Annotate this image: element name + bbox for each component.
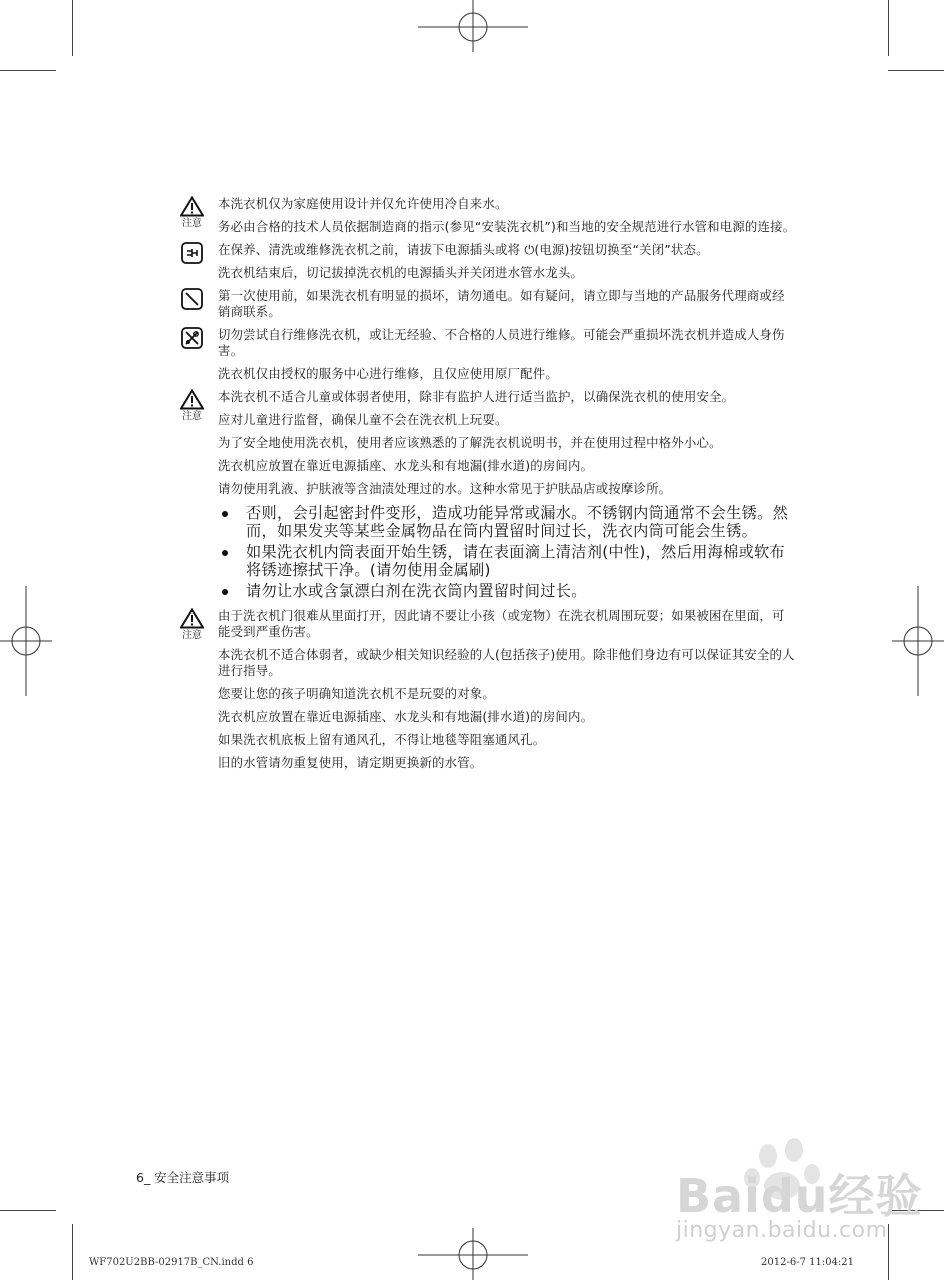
bullet-list [218,504,796,600]
registration-mark-bottom [418,1228,528,1280]
list-item-text: 请勿让水或含氯漂白剂在洗衣筒内置留时间过长。 [246,582,587,600]
list-item-text: 如果洗衣机内筒表面开始生锈，请在表面滴上清洁剂(中性)，然后用海棉或软布将锈迹擦拭干净。(请勿使用金属刷) [246,543,786,579]
caution-icon-wrapper [178,389,206,422]
paragraph: 本洗衣机不适合体弱者，或缺少相关知识经验的人(包括孩子)使用。除非他们身边有可以保证其安全的人进行指导。 [218,647,795,678]
unplug-section [176,242,796,281]
caution-section-children [176,389,796,600]
unplug-icon-wrapper [178,242,206,264]
caution-section-door [176,608,796,771]
no-disassembly-icon [181,327,203,349]
unplug-icon [181,242,203,264]
paragraph: 洗衣机仅由授权的服务中心进行维修，且仅应使用原厂配件。 [218,366,558,381]
paragraph: 您要让您的孩子明确知道洗衣机不是玩耍的对象。 [218,686,495,701]
paragraph: 洗衣机应放置在靠近电源插座、水龙头和有地漏(排水道)的房间内。 [218,709,594,724]
crop-mark [888,0,889,56]
paragraph: 请勿使用乳液、护肤液等含油渍处理过的水。这种水常见于护肤品店或按摩诊所。 [218,481,672,496]
paragraph: 第一次使用前，如果洗衣机有明显的损坏，请勿通电。如有疑问，请立即与当地的产品服务代理商或经销商联系。 [218,288,785,319]
paragraph: 应对儿童进行监督，确保儿童不会在洗衣机上玩耍。 [218,412,508,427]
caution-label: 注意 [182,411,202,422]
paragraph: 本洗衣机不适合儿童或体弱者使用，除非有监护人进行适当监护，以确保洗衣机的使用安全。 [218,389,735,404]
caution-label: 注意 [182,630,202,641]
file-slug: WF702U2BB-02917B_CN.indd 6 [89,1257,254,1268]
paragraph: 为了安全地使用洗衣机，使用者应该熟悉的了解洗衣机说明书，并在使用过程中格外小心。 [218,435,722,450]
damage-section [176,288,796,320]
caution-section-household-use [176,196,796,235]
caution-icon [180,608,204,629]
bullet-dot [222,511,228,517]
crop-mark [888,70,944,71]
safety-content [176,196,796,778]
crop-mark [72,1224,73,1280]
crop-mark [72,0,73,56]
paragraph: 洗衣机应放置在靠近电源插座、水龙头和有地漏(排水道)的房间内。 [218,458,594,473]
registration-mark-right [892,586,944,696]
paragraph: 切勿尝试自行维修洗衣机，或让无经验、不合格的人员进行维修。可能会严重损坏洗衣机并造成人身伤害。 [218,327,785,358]
caution-icon-wrapper [178,196,206,229]
repair-section [176,327,796,382]
prohibited-icon [181,288,203,310]
caution-icon-wrapper [178,608,206,641]
list-item-text: 否则，会引起密封件变形，造成功能异常或漏水。不锈钢内筒通常不会生锈。然而，如果发夹等某些金属物品在筒内置留时间过长，洗衣内筒可能会生锈。 [246,504,789,540]
watermark-url: jingyan.baidu.com [676,1218,888,1243]
caution-icon [180,196,204,217]
bullet-dot [222,550,228,556]
paragraph: 如果洗衣机底板上留有通风孔，不得让地毯等阻塞通风孔。 [218,732,546,747]
paragraph: 务必由合格的技术人员依据制造商的指示(参见“安装洗衣机”)和当地的安全规范进行水管和电源的连接。 [218,219,796,234]
paragraph: 由于洗衣机门很难从里面打开，因此请不要让小孩（或宠物）在洗衣机周围玩耍；如果被困在里面，可能受到严重伤害。 [218,608,785,639]
no-disassembly-icon-wrapper [178,327,206,349]
prohibited-icon-wrapper [178,288,206,310]
crop-mark [0,70,56,71]
date-slug: 2012-6-7 11:04:21 [761,1257,855,1268]
registration-mark-left [0,586,52,696]
caution-icon [180,389,204,410]
page-footer-title: 6_ 安全注意事项 [136,1170,230,1185]
crop-mark [0,1210,56,1211]
watermark-logo: Baidu经验 [676,1169,923,1223]
list-item [218,543,796,579]
paragraph: 旧的水管请勿重复使用，请定期更换新的水管。 [218,755,483,770]
caution-label: 注意 [182,218,202,229]
list-item [218,504,796,540]
registration-mark-top [418,0,528,52]
bullet-dot [222,589,228,595]
paragraph: 本洗衣机仅为家庭使用设计并仅允许使用冷自来水。 [218,196,508,211]
paragraph: 在保养、清洗或维修洗衣机之前，请拔下电源插头或将 ⏻(电源)按钮切换至“关闭”状态。 [218,242,709,257]
list-item [218,582,796,600]
paragraph: 洗衣机结束后，切记拔掉洗衣机的电源插头并关闭进水管水龙头。 [218,265,584,280]
